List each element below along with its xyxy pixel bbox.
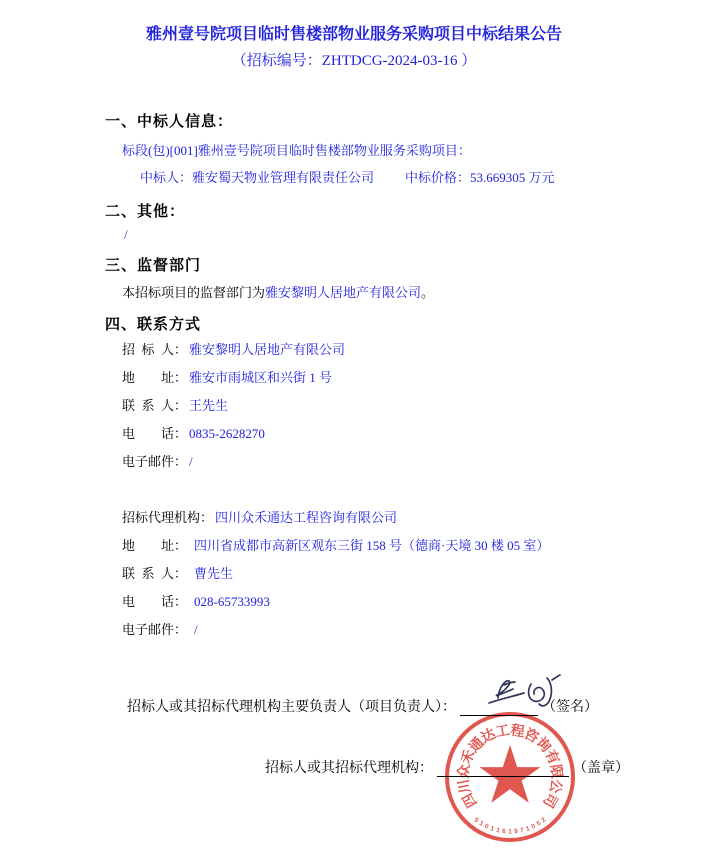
colon: ： <box>174 370 188 385</box>
tenderer-row <box>122 339 345 358</box>
lot-line: 标段(包)[001]雅州壹号院项目临时售楼部物业服务采购项目： <box>122 143 471 158</box>
section-4-heading: 四、联系方式 <box>105 316 202 333</box>
price-value: 53.669305 万元 <box>470 170 555 185</box>
svg-text:众: 众 <box>454 763 473 780</box>
svg-text:禾: 禾 <box>457 747 478 767</box>
agency-row <box>122 535 549 554</box>
winner-row <box>0 167 708 184</box>
supervisor-line <box>122 282 434 301</box>
supervisor-name: 雅安黎明人居地产有限公司 <box>265 285 422 300</box>
winner-label: 中标人： <box>140 170 193 185</box>
org-label: 招标人或其招标代理机构： <box>265 761 433 776</box>
seal-suffix: （盖章） <box>573 761 629 776</box>
svg-text:5: 5 <box>472 816 480 825</box>
tenderer-row <box>122 367 332 386</box>
price-label: 中标价格： <box>405 170 471 185</box>
agency-row <box>122 507 397 526</box>
colon: ： <box>174 566 188 581</box>
agency-phone: 028-65733993 <box>194 594 270 609</box>
tenderer-row <box>122 423 265 442</box>
section-2-heading: 二、其他： <box>105 203 186 220</box>
svg-text:0: 0 <box>483 822 490 831</box>
svg-text:司: 司 <box>540 790 562 811</box>
section-1-heading: 一、中标人信息： <box>105 113 234 130</box>
tenderer-row <box>122 395 228 414</box>
section-3-heading: 三、监督部门 <box>105 257 202 274</box>
colon: ： <box>174 622 188 637</box>
svg-text:1: 1 <box>489 825 495 833</box>
svg-text:6: 6 <box>501 827 507 836</box>
svg-text:公: 公 <box>546 777 566 795</box>
agency-row <box>122 563 233 582</box>
agency-address: 四川省成都市高新区观东三街 158 号（德商·天境 30 楼 05 室） <box>194 538 550 553</box>
other-content: / <box>124 227 128 242</box>
agency-name: 四川众禾通达工程咨询有限公司 <box>215 510 398 525</box>
agency-row <box>122 591 270 610</box>
agency-label: 招标代理机构 <box>122 510 201 525</box>
phone-label: 电话 <box>122 426 174 441</box>
svg-text:1: 1 <box>477 819 485 828</box>
agency-contact-person: 曹先生 <box>194 566 234 581</box>
svg-text:四: 四 <box>458 790 480 811</box>
svg-text:2: 2 <box>540 816 548 825</box>
svg-text:7: 7 <box>519 826 525 835</box>
agency-email: / <box>194 622 198 637</box>
tenderer-phone: 0835-2628270 <box>189 426 265 441</box>
winner-name: 雅安蜀天物业管理有限责任公司 <box>192 170 375 185</box>
svg-text:限: 限 <box>547 763 566 780</box>
contact-person-label: 联系人 <box>122 566 174 581</box>
svg-text:1: 1 <box>508 828 512 836</box>
email-label: 电子邮件 <box>122 454 175 469</box>
tenderer-name: 雅安黎明人居地产有限公司 <box>189 342 346 357</box>
svg-text:1: 1 <box>495 826 501 835</box>
tenderer-label: 招标人 <box>122 342 174 357</box>
address-label: 地址 <box>122 370 174 385</box>
svg-text:有: 有 <box>542 747 563 767</box>
svg-text:咨: 咨 <box>521 725 542 746</box>
svg-text:达: 达 <box>478 725 499 746</box>
address-label: 地址 <box>122 538 174 553</box>
colon: ： <box>174 398 188 413</box>
colon: ： <box>174 342 188 357</box>
company-seal-stamp <box>440 707 580 847</box>
bid-number-subtitle: （招标编号：ZHTDCG-2024-03-16 ） <box>231 53 477 69</box>
svg-text:通: 通 <box>465 733 487 756</box>
supervisor-suffix: 。 <box>421 285 435 300</box>
svg-text:川: 川 <box>454 777 474 795</box>
principal-label: 招标人或其招标代理机构主要负责人（项目负责人）： <box>127 700 456 715</box>
colon: ： <box>174 538 188 553</box>
svg-text:5: 5 <box>535 819 543 828</box>
colon: ： <box>200 510 214 525</box>
page-title: 雅州壹号院项目临时售楼部物业服务采购项目中标结果公告 <box>145 26 562 43</box>
svg-text:0: 0 <box>530 822 537 831</box>
phone-label: 电话 <box>122 594 174 609</box>
colon: ： <box>174 594 188 609</box>
svg-text:工: 工 <box>494 721 511 740</box>
svg-text:程: 程 <box>509 721 526 740</box>
tenderer-email: / <box>189 454 193 469</box>
sign-suffix: （签名） <box>542 700 598 715</box>
email-label: 电子邮件 <box>122 622 175 637</box>
supervisor-prefix: 本招标项目的监督部门为 <box>122 285 266 300</box>
tenderer-contact-person: 王先生 <box>189 398 229 413</box>
svg-text:询: 询 <box>533 733 555 756</box>
agency-row <box>122 619 198 638</box>
star-icon <box>480 745 541 803</box>
contact-person-label: 联系人 <box>122 398 174 413</box>
colon: ： <box>174 454 188 469</box>
svg-text:1: 1 <box>525 825 531 833</box>
tenderer-address: 雅安市雨城区和兴街 1 号 <box>189 370 333 385</box>
colon: ： <box>174 426 188 441</box>
tenderer-row <box>122 451 193 470</box>
svg-text:9: 9 <box>513 827 519 836</box>
